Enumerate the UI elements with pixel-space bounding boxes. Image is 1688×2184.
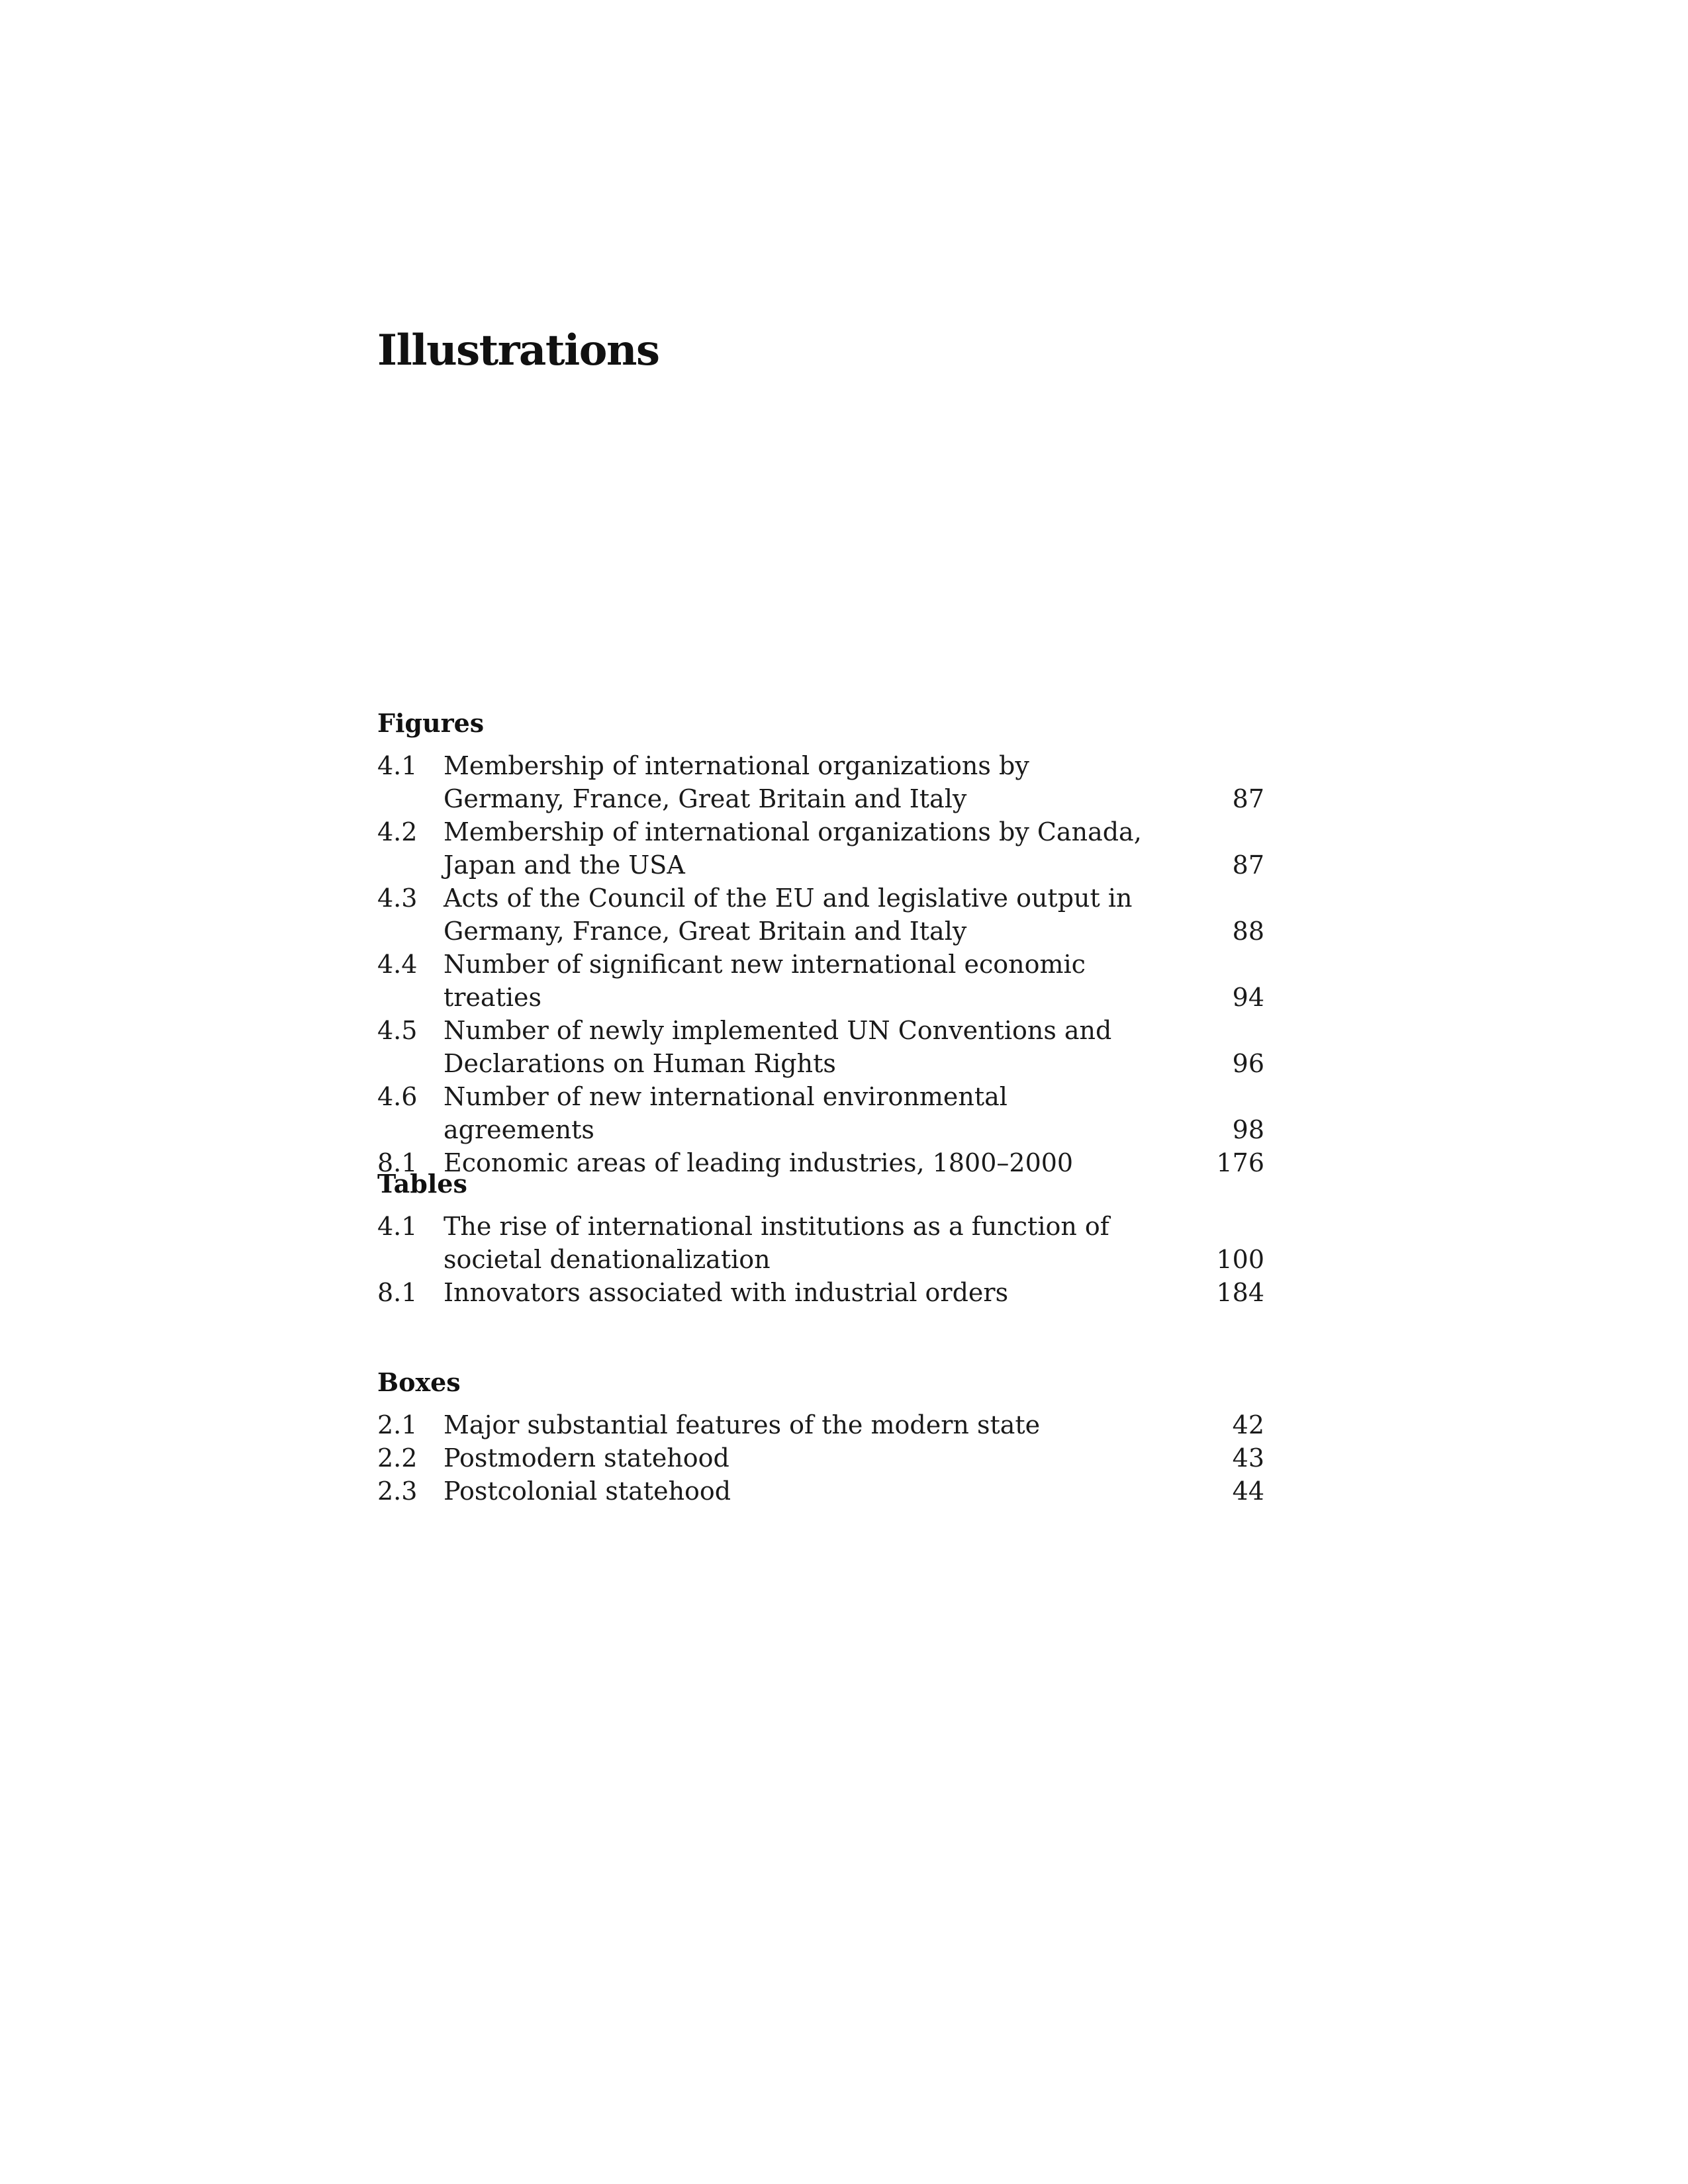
list-item xyxy=(377,749,1264,815)
tables-heading: Tables xyxy=(377,1169,467,1199)
entry-page: 184 xyxy=(1216,1278,1264,1307)
entry-number: 8.1 xyxy=(377,1148,418,1177)
list-item xyxy=(377,1080,1264,1146)
entry-title: Membership of international organizations by Germany, France, Great Britain and Italy xyxy=(444,751,1029,813)
entry-number: 4.4 xyxy=(377,950,418,979)
entry-title: Postmodern statehood xyxy=(444,1443,729,1473)
entry-number: 2.1 xyxy=(377,1410,418,1439)
entry-page: 100 xyxy=(1216,1245,1264,1274)
entry-number: 2.3 xyxy=(377,1477,418,1506)
boxes-heading: Boxes xyxy=(377,1367,461,1397)
page-title: Illustrations xyxy=(377,326,659,375)
entry-title: Membership of international organizations by Canada, Japan and the USA xyxy=(444,817,1142,880)
entry-page: 44 xyxy=(1232,1477,1264,1506)
entry-number: 4.6 xyxy=(377,1082,418,1111)
list-item xyxy=(377,882,1264,948)
list-item xyxy=(377,1475,1264,1508)
figures-section xyxy=(377,707,1264,1179)
entry-page: 88 xyxy=(1232,917,1264,946)
entry-number: 4.1 xyxy=(377,751,418,780)
list-item xyxy=(377,815,1264,882)
entry-title: Acts of the Council of the EU and legislative output in Germany, France, Great Britain and Italy xyxy=(444,884,1133,946)
entry-title: Innovators associated with industrial orders xyxy=(444,1278,1009,1307)
figures-heading: Figures xyxy=(377,708,485,738)
entry-title: Major substantial features of the modern state xyxy=(444,1410,1041,1439)
list-item xyxy=(377,1014,1264,1080)
entry-number: 8.1 xyxy=(377,1278,418,1307)
entry-number: 4.5 xyxy=(377,1016,418,1045)
entry-page: 87 xyxy=(1232,850,1264,880)
list-item xyxy=(377,1210,1264,1276)
entry-page: 42 xyxy=(1232,1410,1264,1439)
entry-number: 2.2 xyxy=(377,1443,418,1473)
entry-page: 94 xyxy=(1232,983,1264,1012)
entry-number: 4.2 xyxy=(377,817,418,846)
entry-page: 43 xyxy=(1232,1443,1264,1473)
entry-page: 87 xyxy=(1232,784,1264,813)
boxes-section xyxy=(377,1366,1264,1508)
list-item xyxy=(377,1441,1264,1475)
entry-number: 4.3 xyxy=(377,884,418,913)
tables-section xyxy=(377,1167,1264,1309)
entry-number: 4.1 xyxy=(377,1212,418,1241)
entry-title: Postcolonial statehood xyxy=(444,1477,731,1506)
entry-page: 96 xyxy=(1232,1049,1264,1078)
list-item xyxy=(377,1276,1264,1309)
entry-title: Number of significant new international economic treaties xyxy=(444,950,1086,1012)
entry-page: 176 xyxy=(1216,1148,1264,1177)
entry-title: Number of newly implemented UN Conventions and Declarations on Human Rights xyxy=(444,1016,1112,1078)
entry-title: Economic areas of leading industries, 1800–2000 xyxy=(444,1148,1074,1177)
entry-title: Number of new international environmental agreements xyxy=(444,1082,1008,1144)
list-item xyxy=(377,1408,1264,1441)
entry-title: The rise of international institutions as a function of societal denationalization xyxy=(444,1212,1109,1274)
list-item xyxy=(377,948,1264,1014)
entry-page: 98 xyxy=(1232,1115,1264,1144)
